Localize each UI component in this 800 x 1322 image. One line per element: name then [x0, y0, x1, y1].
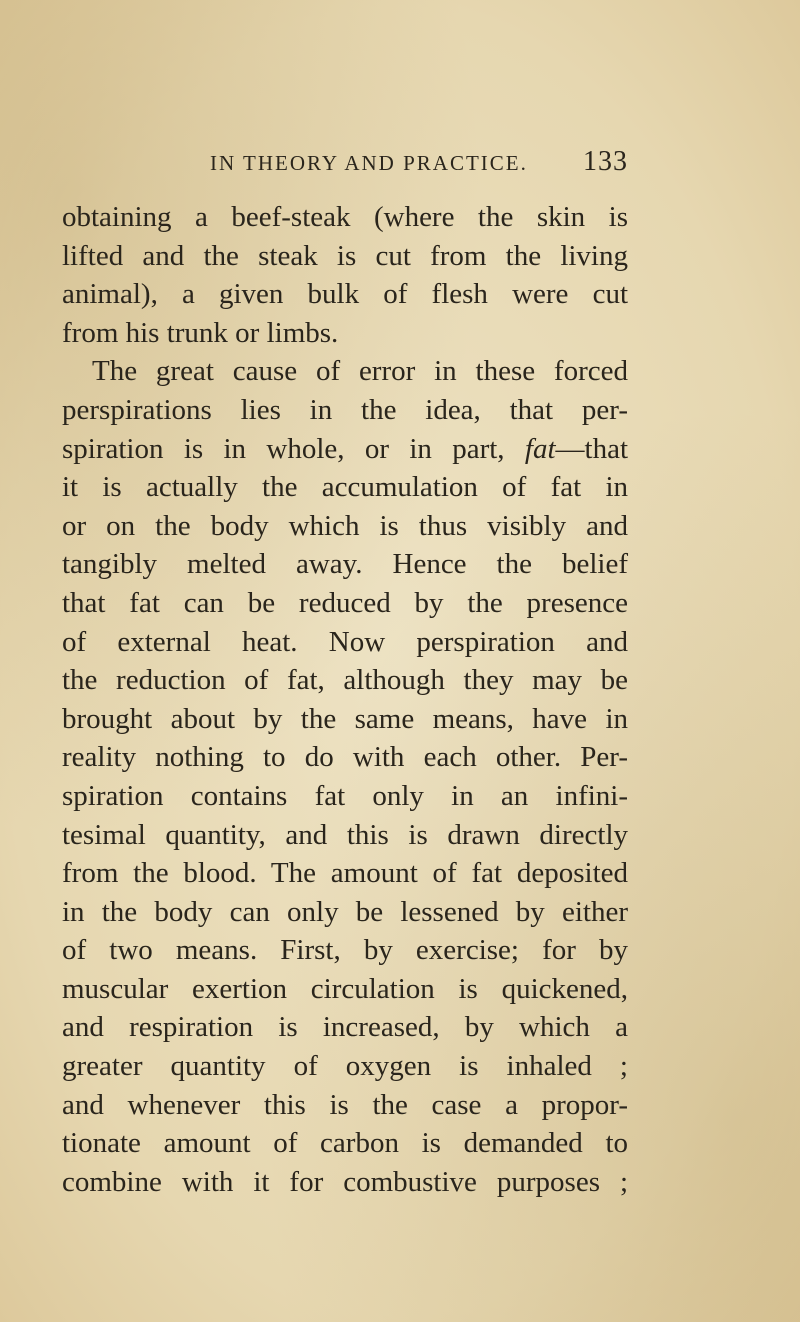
text-line: brought about by the same means, have in [62, 702, 628, 735]
paragraph-first-line: The great cause of error in these forced [92, 355, 628, 388]
text-line: that fat can be reduced by the presence [62, 586, 628, 619]
text-line: animal), a given bulk of flesh were cut [62, 278, 628, 311]
text-line: lifted and the steak is cut from the living [62, 239, 628, 272]
running-head [210, 146, 628, 186]
text-line: obtaining a beef-steak (where the skin is [62, 201, 628, 233]
text-line: and whenever this is the case a propor- [62, 1088, 628, 1121]
body-text [62, 198, 628, 1201]
text-line: or on the body which is thus visibly and [62, 509, 628, 542]
text-line: reality nothing to do with each other. Per- [62, 741, 628, 774]
text-line: tionate amount of carbon is demanded to [62, 1127, 628, 1160]
text-segment: spiration is in whole, or in part, [62, 432, 505, 465]
text-line: of two means. First, by exercise; for by [62, 934, 628, 967]
text-line: tesimal quantity, and this is drawn directly [62, 818, 628, 851]
text-line: the reduction of fat, although they may be [62, 664, 628, 697]
text-line: tangibly melted away. Hence the belief [62, 548, 628, 581]
text-line: and respiration is increased, by which a [62, 1011, 628, 1044]
text-line: combine with it for combustive purposes ; [62, 1165, 628, 1198]
text-line: it is actually the accumulation of fat in [62, 471, 628, 504]
text-line: spiration contains fat only in an infini- [62, 779, 628, 812]
text-line: from his trunk or limbs. [62, 316, 339, 349]
text-line: from the blood. The amount of fat deposited [62, 857, 628, 890]
text-line: muscular exertion circulation is quickened, [62, 972, 628, 1005]
italic-word: fat [524, 432, 556, 465]
text-line: greater quantity of oxygen is inhaled ; [62, 1050, 628, 1083]
text-line-with-emphasis [62, 430, 628, 469]
text-segment: —that [555, 432, 629, 465]
running-head-title: IN THEORY AND PRACTICE. [210, 151, 528, 175]
text-line: of external heat. Now perspiration and [62, 625, 628, 658]
text-line: perspirations lies in the idea, that per- [62, 393, 628, 426]
text-line: in the body can only be lessened by either [62, 895, 628, 928]
page-number: 133 [583, 146, 628, 177]
